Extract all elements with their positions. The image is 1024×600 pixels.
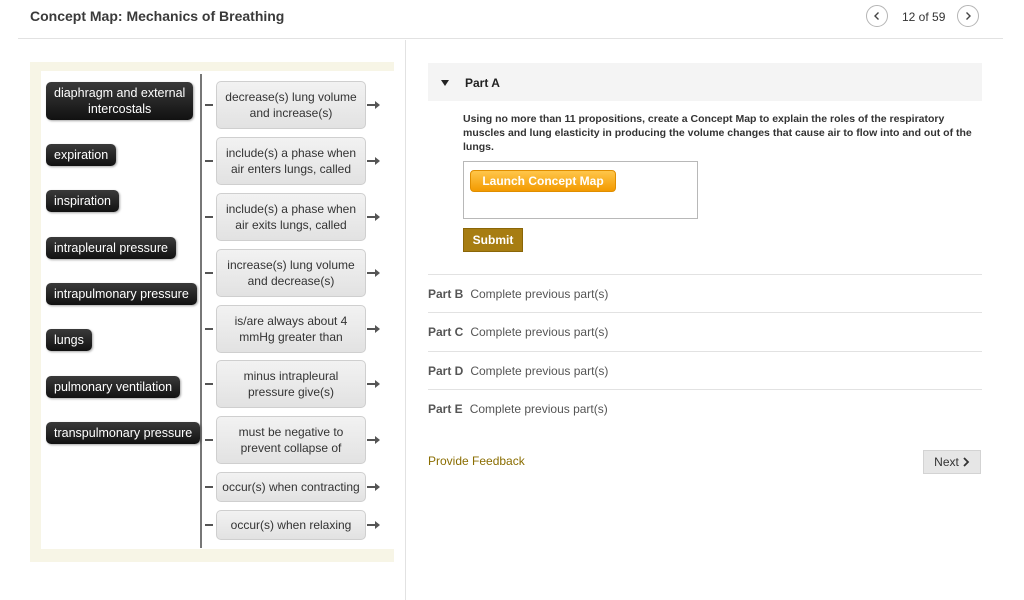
- term-transpulmonary-pressure[interactable]: transpulmonary pressure: [46, 422, 200, 444]
- part-e-status: Complete previous part(s): [469, 402, 608, 416]
- part-divider: [428, 312, 982, 313]
- link-minus-intrapleural-pressure[interactable]: minus intrapleural pressure give(s): [216, 360, 366, 408]
- previous-button[interactable]: [866, 5, 888, 27]
- link-connector: [205, 216, 213, 218]
- term-link-separator: [200, 74, 202, 548]
- part-divider: [428, 389, 982, 390]
- part-c-row[interactable]: [428, 325, 608, 339]
- term-intrapulmonary-pressure[interactable]: intrapulmonary pressure: [46, 283, 197, 305]
- link-connector: [205, 328, 213, 330]
- link-always-4-mmhg-greater[interactable]: is/are always about 4 mmHg greater than: [216, 305, 366, 353]
- arrow-right-icon: [367, 100, 381, 110]
- term-expiration[interactable]: expiration: [46, 144, 116, 166]
- link-connector: [205, 272, 213, 274]
- part-c-status: Complete previous part(s): [470, 325, 609, 339]
- part-e-label: Part E: [428, 402, 463, 416]
- link-connector: [205, 383, 213, 385]
- term-lungs[interactable]: lungs: [46, 329, 92, 351]
- part-divider: [428, 274, 982, 275]
- term-inspiration[interactable]: inspiration: [46, 190, 119, 212]
- arrow-right-icon: [367, 520, 381, 530]
- part-d-row[interactable]: [428, 364, 608, 378]
- arrow-right-icon: [367, 212, 381, 222]
- chevron-left-icon: [872, 11, 882, 21]
- link-connector: [205, 160, 213, 162]
- part-d-status: Complete previous part(s): [470, 364, 609, 378]
- link-includes-phase-air-enters[interactable]: include(s) a phase when air enters lungs, called: [216, 137, 366, 185]
- arrow-right-icon: [367, 482, 381, 492]
- term-diaphragm-and-external-intercostals[interactable]: diaphragm and external intercostals: [46, 82, 193, 120]
- arrow-right-icon: [367, 379, 381, 389]
- header-divider: [18, 38, 1003, 39]
- link-decreases-lung-volume[interactable]: decrease(s) lung volume and increase(s): [216, 81, 366, 129]
- link-occurs-when-contracting[interactable]: occur(s) when contracting: [216, 472, 366, 502]
- arrow-right-icon: [367, 435, 381, 445]
- part-a-instructions: Using no more than 11 propositions, create a Concept Map to explain the roles of the respiratory muscles and lung elasticity in producing the volume changes that cause air to flow into and out of the lungs.: [463, 113, 972, 153]
- next-question-button[interactable]: [957, 5, 979, 27]
- link-connector: [205, 486, 213, 488]
- part-b-row[interactable]: [428, 287, 608, 301]
- chevron-right-icon: [962, 457, 970, 467]
- launch-concept-map-button[interactable]: Launch Concept Map: [470, 170, 616, 192]
- page-title: Concept Map: Mechanics of Breathing: [30, 8, 285, 24]
- chevron-right-icon: [963, 11, 973, 21]
- part-b-label: Part B: [428, 287, 464, 301]
- link-increases-lung-volume[interactable]: increase(s) lung volume and decrease(s): [216, 249, 366, 297]
- next-button[interactable]: Next: [923, 450, 981, 474]
- part-divider: [428, 351, 982, 352]
- part-b-status: Complete previous part(s): [470, 287, 609, 301]
- term-intrapleural-pressure[interactable]: intrapleural pressure: [46, 237, 176, 259]
- collapse-triangle-icon[interactable]: [441, 80, 449, 86]
- part-e-row[interactable]: [428, 402, 608, 416]
- panel-divider: [405, 40, 406, 600]
- link-must-be-negative[interactable]: must be negative to prevent collapse of: [216, 416, 366, 464]
- arrow-right-icon: [367, 156, 381, 166]
- link-occurs-when-relaxing[interactable]: occur(s) when relaxing: [216, 510, 366, 540]
- provide-feedback-link[interactable]: Provide Feedback: [428, 454, 525, 468]
- header-bar: [0, 0, 1024, 40]
- submit-button[interactable]: Submit: [463, 228, 523, 252]
- part-a-label[interactable]: Part A: [465, 76, 500, 90]
- part-c-label: Part C: [428, 325, 464, 339]
- question-counter: 12 of 59: [902, 10, 946, 24]
- link-connector: [205, 104, 213, 106]
- link-connector: [205, 524, 213, 526]
- part-d-label: Part D: [428, 364, 464, 378]
- arrow-right-icon: [367, 324, 381, 334]
- arrow-right-icon: [367, 268, 381, 278]
- term-pulmonary-ventilation[interactable]: pulmonary ventilation: [46, 376, 180, 398]
- link-includes-phase-air-exits[interactable]: include(s) a phase when air exits lungs, called: [216, 193, 366, 241]
- link-connector: [205, 439, 213, 441]
- part-a-header[interactable]: [428, 63, 982, 101]
